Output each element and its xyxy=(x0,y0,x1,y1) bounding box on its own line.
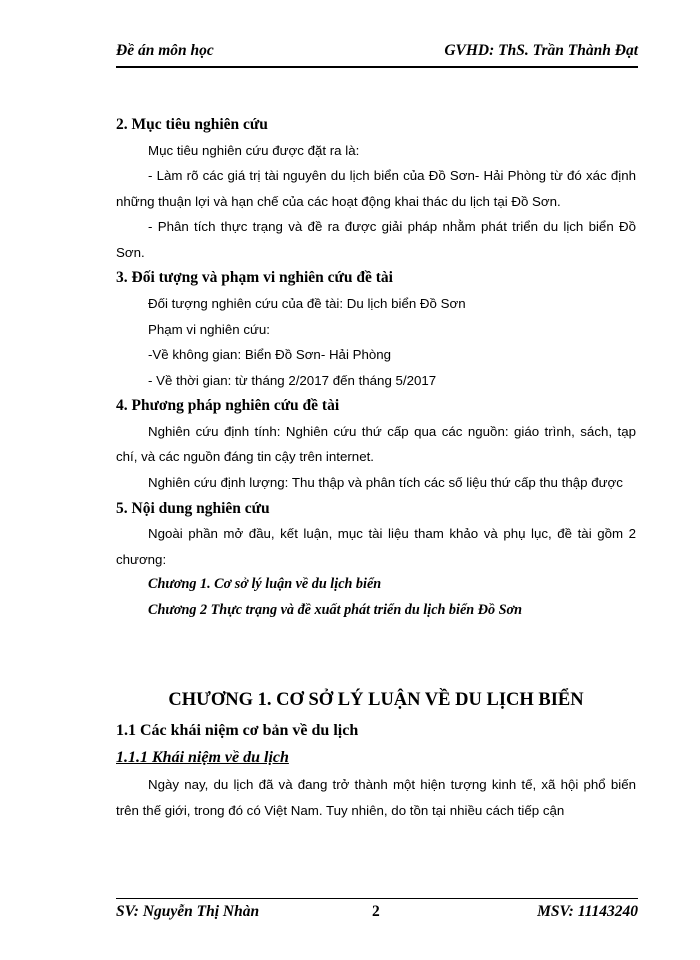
header-course: Đề án môn học xyxy=(116,42,214,59)
section-4-heading: 4. Phương pháp nghiên cứu đề tài xyxy=(116,397,340,415)
section-5-heading: 5. Nội dung nghiên cứu xyxy=(116,499,270,517)
page-header xyxy=(116,40,638,68)
section-1-1-1-heading: 1.1.1 Khái niệm về du lịch xyxy=(116,749,289,766)
footer-student-id: MSV: 11143240 xyxy=(537,903,638,920)
paragraph: Nghiên cứu định lượng: Thu thập và phân tích các số liệu thứ cấp thu thập được xyxy=(148,475,623,491)
page-footer xyxy=(116,898,638,923)
footer-student: SV: Nguyễn Thị Nhàn xyxy=(116,903,260,920)
paragraph: Mục tiêu nghiên cứu được đặt ra là: xyxy=(148,142,360,158)
paragraph: -Về không gian: Biển Đồ Sơn- Hải Phòng xyxy=(148,347,392,363)
section-3-heading: 3. Đối tượng và phạm vi nghiên cứu đề tài xyxy=(116,269,393,287)
section-1-1-heading: 1.1 Các khái niệm cơ bản về du lịch xyxy=(116,722,359,739)
chapter-title: CHƯƠNG 1. CƠ SỞ LÝ LUẬN VỀ DU LỊCH BIỂN xyxy=(168,690,584,710)
paragraph: - Về thời gian: từ tháng 2/2017 đến tháng 5/2017 xyxy=(148,372,437,388)
paragraph: Ngày nay, du lịch đã và đang trở thành một hiện tượng kinh tế, xã hội phổ biến trên thế giới, trong đó có Việt Nam. Tuy nhiên, do tồn tại nhiều cách tiếp cận xyxy=(116,777,636,818)
paragraph: - Làm rõ các giá trị tài nguyên du lịch biển của Đồ Sơn- Hải Phòng từ đó xác định những thuận lợi và hạn chế của các hoạt động khai thác du lịch tại Đồ Sơn. xyxy=(116,168,636,209)
paragraph: Phạm vi nghiên cứu: xyxy=(148,321,270,337)
intro-paragraph-wrap xyxy=(116,772,636,823)
chapter-list-item: Chương 2 Thực trạng và đề xuất phát triển du lịch biển Đồ Sơn xyxy=(148,601,522,618)
paragraph: Ngoài phần mở đầu, kết luận, mục tài liệu tham khảo và phụ lục, đề tài gồm 2 chương: xyxy=(116,526,636,567)
page-number: 2 xyxy=(372,903,380,920)
paragraph: Đối tượng nghiên cứu của đề tài: Du lịch biển Đồ Sơn xyxy=(148,295,466,311)
chapter-list-item: Chương 1. Cơ sở lý luận về du lịch biển xyxy=(148,576,382,593)
body-text xyxy=(116,112,636,623)
paragraph: - Phân tích thực trạng và đề ra được giải pháp nhằm phát triển du lịch biển Đồ Sơn. xyxy=(116,219,636,260)
section-2-heading: 2. Mục tiêu nghiên cứu xyxy=(116,116,268,133)
paragraph: Nghiên cứu định tính: Nghiên cứu thứ cấp qua các nguồn: giáo trình, sách, tạp chí, và các nguồn đáng tin cậy trên internet. xyxy=(116,423,636,465)
header-advisor: GVHD: ThS. Trần Thành Đạt xyxy=(444,42,638,59)
